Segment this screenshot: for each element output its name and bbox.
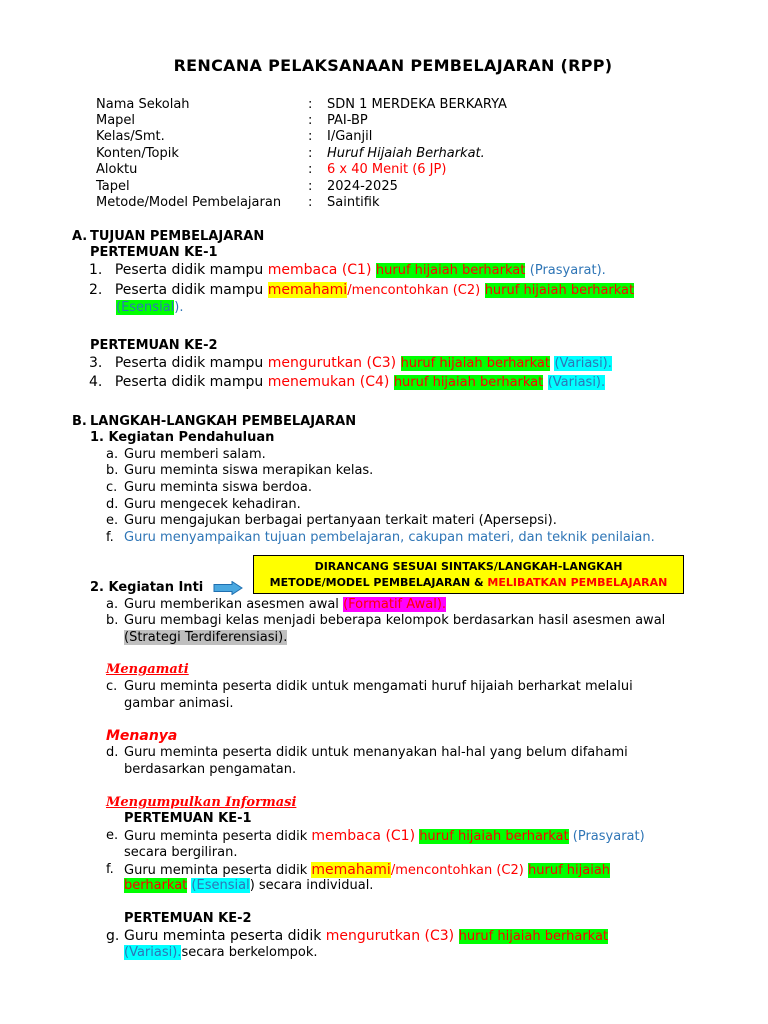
list-item-mark: a. bbox=[106, 447, 119, 462]
list-item-mark: f. bbox=[106, 862, 114, 877]
stage-ask: Menanya bbox=[106, 728, 178, 744]
identity-label: Nama Sekolah bbox=[96, 97, 190, 112]
identity-separator: : bbox=[308, 146, 313, 161]
list-item: Guru meminta peserta didik untuk mengamati huruf hijaiah berharkat melalui bbox=[124, 679, 633, 694]
list-item-text: Guru meminta peserta didik bbox=[124, 829, 312, 844]
list-item: Guru mengajukan berbagai pertanyaan terkait materi (Apersepsi). bbox=[124, 513, 557, 528]
list-item-mark: a. bbox=[106, 597, 119, 612]
list-item-text: Guru meminta peserta didik bbox=[124, 928, 326, 944]
callout-line-2 bbox=[254, 575, 683, 591]
section-a-marker: A. bbox=[72, 229, 88, 244]
item-object: huruf hijaiah berharkat bbox=[375, 263, 526, 278]
list-item-mark: b. bbox=[106, 463, 119, 478]
list-item bbox=[124, 597, 446, 613]
list-item-mark: f. bbox=[106, 530, 114, 545]
item-lead: Peserta didik mampu bbox=[114, 374, 268, 390]
item-verb: membaca (C1) bbox=[267, 262, 372, 278]
item-number: 1. bbox=[89, 262, 103, 278]
identity-label: Konten/Topik bbox=[96, 146, 179, 161]
objective-item bbox=[89, 373, 605, 392]
section-b-heading: LANGKAH-LANGKAH PEMBELAJARAN bbox=[90, 414, 357, 429]
list-item: Guru memberi salam. bbox=[124, 447, 266, 462]
item-lead: Peserta didik mampu bbox=[114, 355, 268, 371]
objective-item bbox=[89, 261, 606, 280]
identity-label: Tapel bbox=[96, 179, 130, 194]
identity-separator: : bbox=[308, 179, 313, 194]
core-heading: 2. Kegiatan Inti bbox=[90, 580, 204, 595]
list-item-mark: c. bbox=[106, 679, 118, 694]
list-item: Guru membagi kelas menjadi beberapa kelompok berdasarkan hasil asesmen awal bbox=[124, 613, 666, 628]
list-item-mark: b. bbox=[106, 613, 119, 628]
callout-line-2-highlight: MELIBATKAN PEMBELAJARAN bbox=[487, 576, 668, 589]
item-tag: (Variasi). bbox=[124, 945, 182, 960]
objective-item-continuation bbox=[116, 300, 183, 316]
item-tag: (Esensial bbox=[191, 878, 250, 893]
item-verb: memahami bbox=[267, 282, 348, 298]
identity-label: Mapel bbox=[96, 113, 136, 128]
item-tag: (Prasyarat) bbox=[572, 829, 645, 844]
item-lead: Peserta didik mampu bbox=[114, 282, 268, 298]
objective-item bbox=[89, 281, 634, 300]
list-item-text: Guru meminta peserta didik bbox=[124, 863, 312, 878]
list-item bbox=[124, 862, 610, 879]
identity-separator: : bbox=[308, 113, 313, 128]
list-item-continuation: gambar animasi. bbox=[124, 696, 234, 711]
item-tag: (Esensial bbox=[116, 300, 175, 315]
list-item-continuation: secara bergiliran. bbox=[124, 845, 238, 860]
strategy-tag-text: (Strategi Terdiferensiasi). bbox=[124, 630, 288, 645]
item-lead: Peserta didik mampu bbox=[114, 262, 268, 278]
list-item: Guru meminta siswa berdoa. bbox=[124, 480, 312, 495]
identity-separator: : bbox=[308, 129, 313, 144]
list-item-mark: e. bbox=[106, 513, 119, 528]
identity-value: 6 x 40 Menit (6 JP) bbox=[327, 162, 447, 177]
identity-value: Huruf Hijaiah Berharkat. bbox=[327, 146, 485, 161]
list-item-mark: e. bbox=[106, 828, 119, 843]
item-verb-2: /mencontohkan (C2) bbox=[347, 283, 481, 298]
identity-label: Kelas/Smt. bbox=[96, 129, 165, 144]
identity-label: Metode/Model Pembelajaran bbox=[96, 195, 282, 210]
list-item bbox=[124, 927, 608, 946]
item-tag: (Variasi). bbox=[547, 375, 606, 390]
list-item-text: ) secara individual. bbox=[249, 878, 374, 893]
list-item-continuation bbox=[124, 878, 373, 894]
item-object: huruf hijaiah berharkat bbox=[419, 829, 569, 844]
identity-label: Aloktu bbox=[96, 162, 138, 177]
identity-separator: : bbox=[308, 97, 313, 112]
list-item-mark: d. bbox=[106, 745, 119, 760]
identity-value: SDN 1 MERDEKA BERKARYA bbox=[327, 97, 507, 112]
item-object: huruf hijaiah berharkat bbox=[458, 929, 609, 944]
list-item-mark: g. bbox=[106, 928, 120, 944]
strategy-tag bbox=[124, 630, 287, 646]
callout-line-1: DIRANCANG SESUAI SINTAKS/LANGKAH-LANGKAH bbox=[314, 560, 623, 573]
identity-value: 2024-2025 bbox=[327, 179, 398, 194]
assessment-tag: (Formatif Awal). bbox=[343, 597, 447, 612]
identity-value: PAI-BP bbox=[327, 113, 368, 128]
callout-box bbox=[253, 555, 684, 594]
item-verb: menemukan (C4) bbox=[267, 374, 390, 390]
item-number: 3. bbox=[89, 355, 103, 371]
identity-separator: : bbox=[308, 195, 313, 210]
objective-item bbox=[89, 354, 612, 373]
item-number: 4. bbox=[89, 374, 103, 390]
meeting-1-heading: PERTEMUAN KE-1 bbox=[90, 245, 218, 260]
page-title: RENCANA PELAKSANAAN PEMBELAJARAN (RPP) bbox=[173, 56, 613, 75]
identity-value: Saintifik bbox=[327, 195, 380, 210]
item-object: berharkat bbox=[124, 878, 188, 893]
item-tag: (Prasyarat). bbox=[529, 263, 606, 278]
list-item: Guru mengecek kehadiran. bbox=[124, 497, 301, 512]
item-verb: memahami bbox=[311, 862, 391, 878]
list-item-continuation: berdasarkan pengamatan. bbox=[124, 762, 297, 777]
list-item-text: secara berkelompok. bbox=[181, 945, 318, 960]
item-verb: mengurutkan (C3) bbox=[325, 928, 455, 944]
item-object: huruf hijaiah berharkat bbox=[484, 283, 635, 298]
list-item-mark: c. bbox=[106, 480, 118, 495]
stage-collect: Mengumpulkan Informasi bbox=[106, 795, 297, 810]
item-object: huruf hijaiah berharkat bbox=[400, 356, 550, 371]
item-verb: membaca (C1) bbox=[311, 828, 416, 844]
list-item: Guru menyampaikan tujuan pembelajaran, cakupan materi, dan teknik penilaian. bbox=[124, 530, 655, 545]
section-a-heading: TUJUAN PEMBELAJARAN bbox=[90, 229, 265, 244]
item-object: huruf hijaiah bbox=[528, 863, 611, 878]
section-b-marker: B. bbox=[72, 414, 87, 429]
meeting-2-heading: PERTEMUAN KE-2 bbox=[90, 338, 218, 353]
item-number: 2. bbox=[89, 282, 103, 298]
identity-separator: : bbox=[308, 162, 313, 177]
stage-observe: Mengamati bbox=[106, 662, 189, 677]
identity-value: I/Ganjil bbox=[327, 129, 373, 144]
intro-heading: 1. Kegiatan Pendahuluan bbox=[90, 430, 275, 445]
right-arrow-icon bbox=[213, 581, 243, 595]
list-item: Guru meminta peserta didik untuk menanyakan hal-hal yang belum difahami bbox=[124, 745, 628, 760]
list-item-continuation bbox=[124, 945, 318, 961]
item-tag: (Variasi). bbox=[554, 356, 612, 371]
item-tail: ). bbox=[174, 300, 184, 315]
item-verb-2: /mencontohkan (C2) bbox=[390, 863, 524, 878]
list-item bbox=[124, 828, 645, 845]
list-item: Guru meminta siswa merapikan kelas. bbox=[124, 463, 374, 478]
callout-line-2-text: METODE/MODEL PEMBELAJARAN & bbox=[269, 576, 488, 589]
meeting-2-heading: PERTEMUAN KE-2 bbox=[124, 911, 252, 926]
item-object: huruf hijaiah berharkat bbox=[393, 375, 544, 390]
item-verb: mengurutkan (C3) bbox=[267, 355, 397, 371]
meeting-1-heading: PERTEMUAN KE-1 bbox=[124, 811, 252, 826]
list-item-text: Guru memberikan asesmen awal bbox=[124, 597, 344, 612]
list-item-mark: d. bbox=[106, 497, 119, 512]
